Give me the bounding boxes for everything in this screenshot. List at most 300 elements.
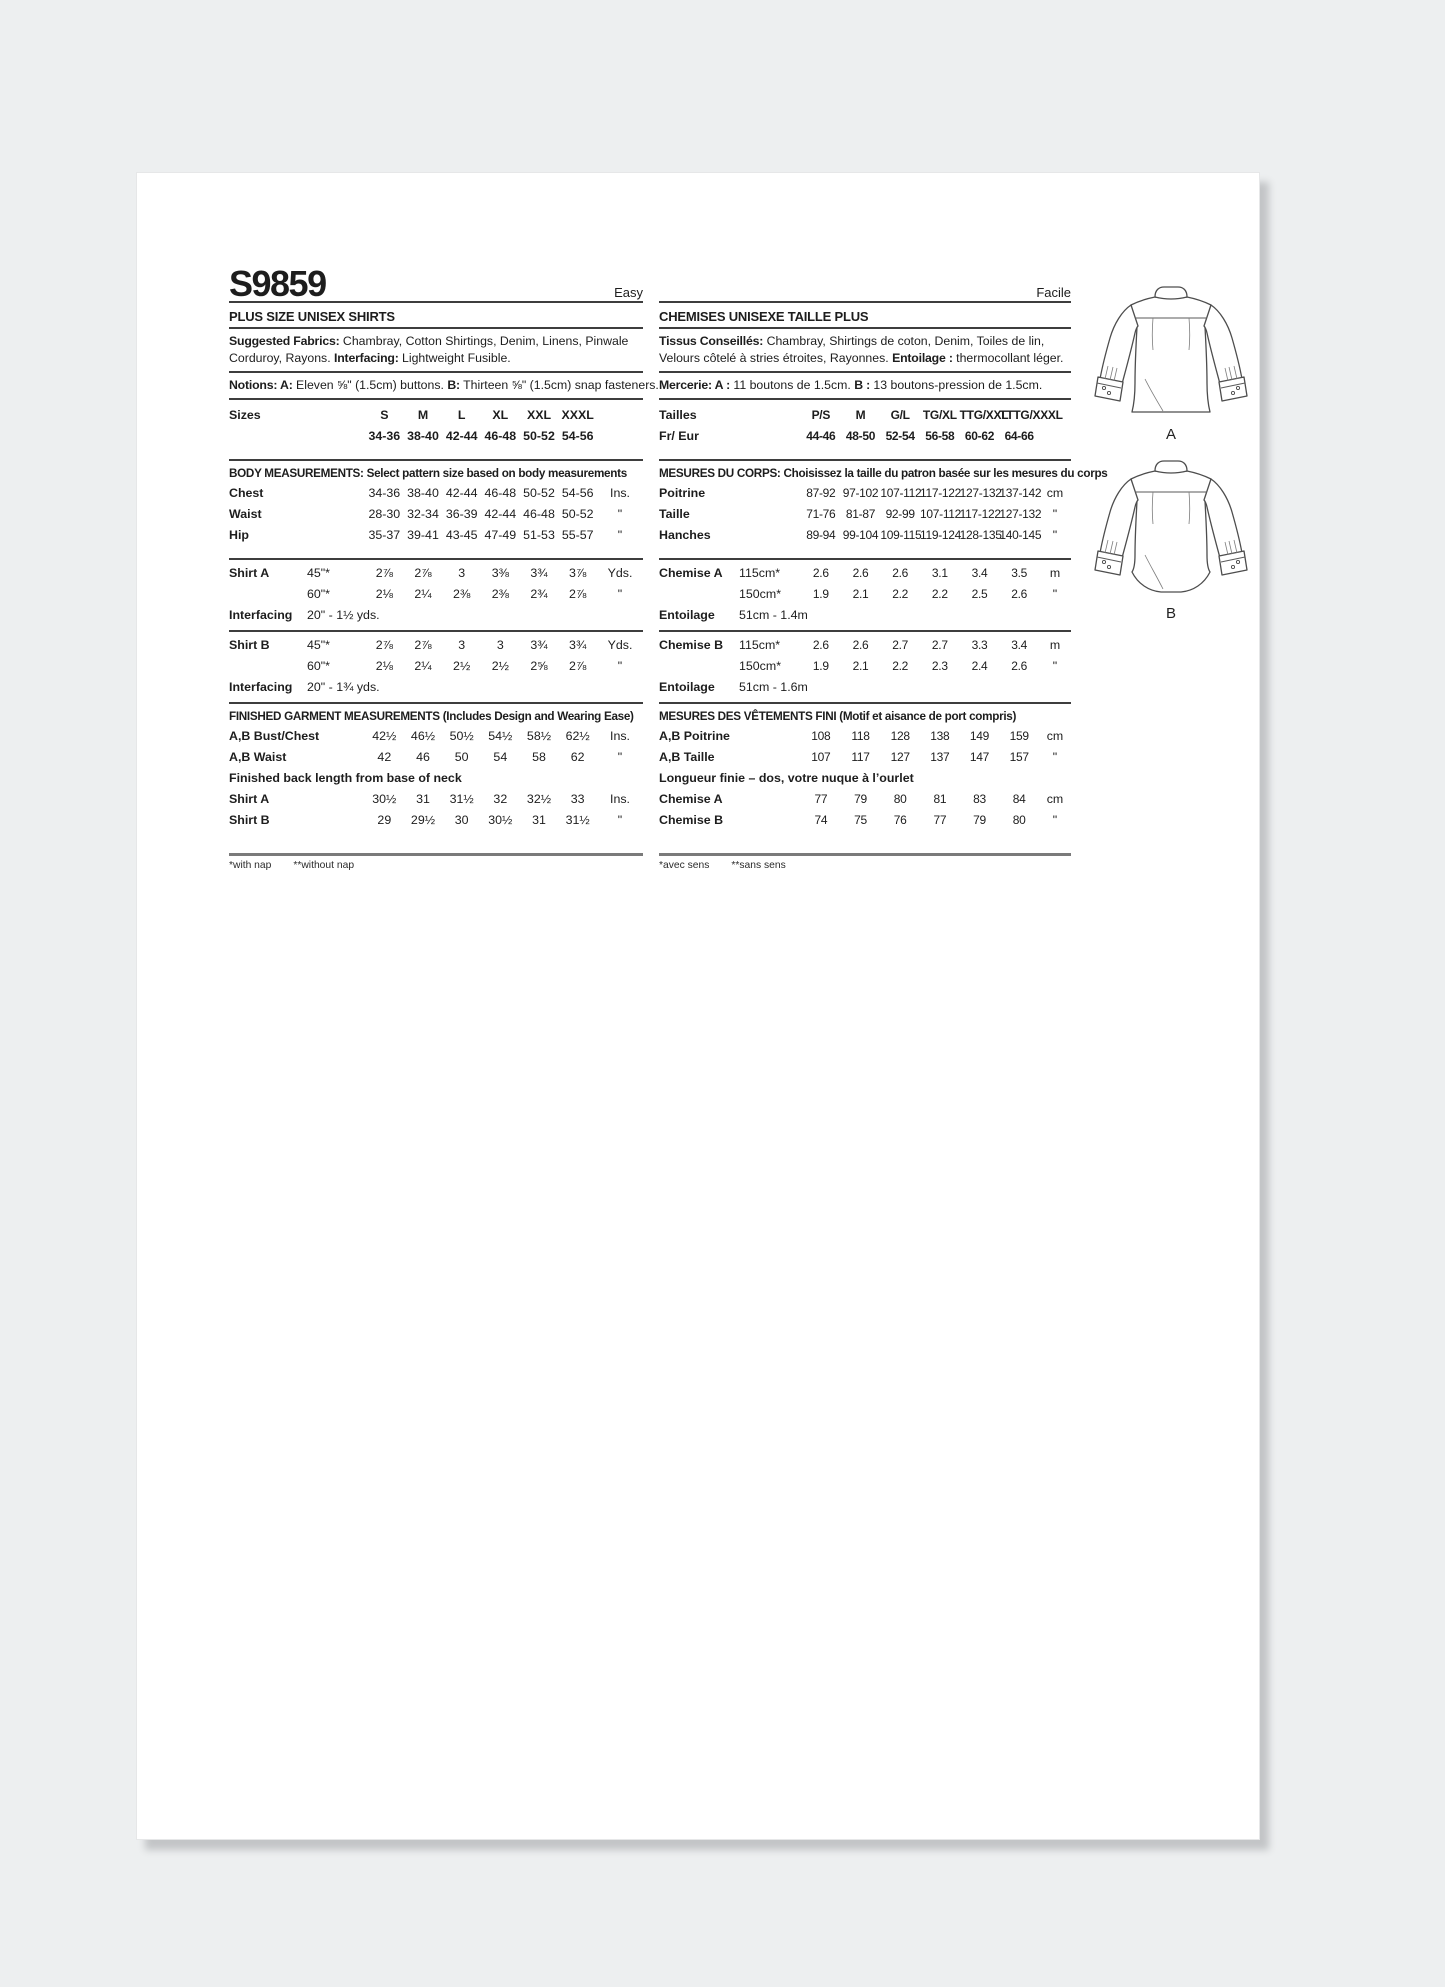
size-value: 42	[377, 750, 392, 764]
english-header	[229, 257, 643, 303]
unit-cell: cm	[1046, 792, 1064, 806]
row-label: Shirt A	[229, 792, 270, 806]
row-label: Fr/ Eur	[659, 429, 699, 443]
size-value: S	[380, 408, 389, 422]
size-value: 62	[570, 750, 585, 764]
size-value: M	[417, 408, 429, 422]
size-value: 2⅜	[453, 587, 471, 601]
table-row	[229, 525, 643, 546]
size-value: TG/XL	[922, 408, 957, 422]
size-value: 2.3	[931, 659, 948, 673]
size-value: 47-49	[484, 528, 517, 542]
notions-en	[229, 373, 659, 400]
table-row	[229, 635, 643, 656]
footnote-without-nap: **without nap	[293, 860, 355, 871]
notions-label-b-fr: B :	[854, 378, 870, 392]
body-measurements-heading-fr: MESURES DU CORPS: Choisissez la taille du patron basée sur les mesures du corps	[659, 467, 1108, 480]
size-value: 118	[851, 729, 870, 743]
finished-heading-fr: MESURES DES VÊTEMENTS FINI (Motif et aisance de port compris)	[659, 710, 1017, 723]
size-value: 3¾	[569, 638, 587, 652]
metrage-chemise-a	[659, 558, 1071, 630]
unit-cell: Ins.	[610, 729, 630, 743]
size-value: 2.6	[852, 566, 869, 580]
size-value: 3	[496, 638, 504, 652]
table-row	[229, 563, 643, 584]
size-value: 31	[532, 813, 546, 827]
size-value: 2.7	[931, 638, 948, 652]
table-row	[229, 726, 643, 747]
size-value: 54	[493, 750, 508, 764]
table-row	[659, 789, 1071, 810]
pattern-envelope-page	[136, 172, 1260, 1840]
table-row	[659, 405, 1071, 426]
size-value: 35-37	[368, 528, 401, 542]
footnote-avec-sens: *avec sens	[659, 860, 710, 871]
size-value: M	[855, 408, 866, 422]
table-row	[659, 810, 1071, 831]
size-value: 30	[454, 813, 469, 827]
size-value: 81-87	[845, 507, 876, 521]
unit-cell: "	[1052, 528, 1058, 542]
size-value: 80	[1012, 813, 1026, 827]
table-row	[229, 677, 643, 698]
difficulty-badge-fr: Facile	[1036, 285, 1071, 300]
size-value: 31½	[449, 792, 474, 806]
row-label: Entoilage	[659, 608, 715, 622]
row-label: Shirt B	[229, 638, 270, 652]
table-row	[659, 656, 1071, 677]
table-row	[229, 605, 643, 626]
body-measurements-section-fr	[659, 459, 1108, 558]
size-value: 3	[458, 638, 466, 652]
size-value: 109-115	[880, 528, 922, 542]
unit-cell: m	[1049, 566, 1061, 580]
size-value: 42-44	[445, 429, 478, 443]
size-value: 2.5	[971, 587, 988, 601]
fabrics-text-en: Chambray, Cotton Shirtings, Denim, Linens, Pinwale Corduroy, Rayons.	[229, 334, 629, 365]
size-value: 79	[854, 792, 867, 806]
unit-cell: Yds.	[607, 566, 633, 580]
size-value: 50½	[449, 729, 474, 743]
row-label: Chemise B	[659, 813, 724, 827]
size-value: 51-53	[523, 528, 555, 542]
row-spec: 115cm*	[739, 638, 781, 652]
finished-heading-en: FINISHED GARMENT MEASUREMENTS (Includes Design and Wearing Ease)	[229, 710, 634, 723]
size-value: 2¼	[414, 587, 432, 601]
table-note: Finished back length from base of neck	[229, 771, 462, 785]
yardage-shirt-b-en	[229, 630, 643, 702]
size-value: 2.6	[812, 638, 829, 652]
size-value: 2⅛	[375, 587, 393, 601]
size-value: 2.7	[892, 638, 909, 652]
table-note: Longueur finie – dos, votre nuque à l’ourlet	[659, 771, 914, 785]
size-value: 3.4	[1011, 638, 1028, 652]
table-row	[229, 584, 643, 605]
row-label: Tailles	[659, 408, 697, 422]
yardage-shirt-a-en	[229, 558, 643, 630]
size-value: 3.3	[971, 638, 988, 652]
table-row	[659, 525, 1071, 546]
unit-cell: "	[617, 587, 623, 601]
sizes-table-fr	[659, 400, 1071, 459]
size-value: 1.9	[812, 587, 829, 601]
size-value: 62½	[565, 729, 590, 743]
interfacing-label-fr: Entoilage :	[892, 351, 953, 365]
size-value: 97-102	[842, 486, 879, 500]
size-value: 3.5	[1011, 566, 1028, 580]
notions-label-fr: Mercerie: A :	[659, 378, 730, 392]
size-value: 54½	[488, 729, 513, 743]
size-value: 34-36	[368, 486, 401, 500]
size-value: 2.6	[852, 638, 869, 652]
garment-illustrations	[1081, 283, 1261, 636]
row-label: A,B Taille	[659, 750, 715, 764]
size-value: 2.4	[971, 659, 988, 673]
size-value: 2.2	[892, 659, 909, 673]
size-value: 3.1	[931, 566, 948, 580]
size-value: 31	[416, 792, 430, 806]
size-value: 2⅞	[414, 566, 432, 580]
fabrics-label-fr: Tissus Conseillés:	[659, 334, 764, 348]
size-value: 46½	[410, 729, 436, 743]
body-measurements-table-fr	[659, 483, 1071, 546]
size-value: 31½	[565, 813, 590, 827]
size-value: 32½	[526, 792, 552, 806]
size-value: 137-142	[999, 486, 1042, 500]
size-value: 50-52	[523, 429, 555, 443]
row-label: Waist	[229, 507, 262, 521]
row-label: Hanches	[659, 528, 711, 542]
size-value: XL	[492, 408, 509, 422]
size-value: 75	[854, 813, 867, 827]
size-value: 43-45	[445, 528, 478, 542]
size-value: 2⅝	[530, 659, 548, 673]
row-spec: 45"*	[307, 638, 331, 652]
size-value: XXL	[526, 408, 552, 422]
finished-table-fr	[659, 726, 1071, 831]
table-row	[659, 426, 1071, 447]
unit-cell: cm	[1046, 486, 1064, 500]
size-value: 108	[811, 729, 831, 743]
table-row	[659, 768, 1071, 789]
table-row	[659, 605, 1071, 626]
unit-cell: "	[617, 659, 623, 673]
size-value: 58½	[526, 729, 552, 743]
interfacing-text-fr: thermocollant léger.	[952, 351, 1064, 365]
size-value: 84	[1012, 792, 1026, 806]
row-spec: 115cm*	[739, 566, 781, 580]
row-label: A,B Poitrine	[659, 729, 730, 743]
table-row	[229, 789, 643, 810]
body-measurements-table-en	[229, 483, 643, 546]
size-value: 2.6	[1011, 587, 1028, 601]
size-value: 99-104	[842, 528, 879, 542]
span-text: 51cm - 1.4m	[739, 608, 808, 622]
shirt-b-figure	[1081, 457, 1261, 622]
size-value: 128	[890, 729, 910, 743]
footnote-fr	[659, 853, 1071, 871]
row-label: Chemise A	[659, 566, 723, 580]
size-value: 3¾	[530, 566, 548, 580]
size-value: 3	[458, 566, 466, 580]
interfacing-text-en: Lightweight Fusible.	[398, 351, 511, 365]
size-value: 117-122	[959, 507, 1001, 521]
row-spec: 60"*	[307, 587, 331, 601]
row-label: Interfacing	[229, 608, 293, 622]
size-value: 29	[377, 813, 392, 827]
size-value: TTTG/XXXL	[999, 408, 1063, 422]
size-value: 46-48	[523, 507, 555, 521]
footnote-en	[229, 853, 643, 871]
french-column	[659, 257, 1108, 871]
size-value: 147	[969, 750, 990, 764]
fabrics-text-fr: Chambray, Shirtings de coton, Denim, Toiles de lin, Velours côtelé à stries étroites, Rayonnes.	[659, 334, 1045, 365]
size-value: TTG/XXL	[959, 408, 1009, 422]
notions-text-b-en: Thirteen ⅝" (1.5cm) snap fasteners.	[459, 378, 659, 392]
size-value: 44-46	[806, 429, 836, 443]
row-label: A,B Waist	[229, 750, 287, 764]
size-value: 2.6	[1011, 659, 1028, 673]
size-value: 2⅜	[491, 587, 509, 601]
size-value: 29½	[410, 813, 436, 827]
row-label: Chest	[229, 486, 264, 500]
size-value: 128-135	[959, 528, 1002, 542]
size-value: 2.1	[852, 659, 869, 673]
size-value: 2⅞	[569, 587, 587, 601]
span-text: 20" - 1½ yds.	[307, 608, 380, 622]
table-row	[229, 426, 643, 447]
size-value: G/L	[890, 408, 910, 422]
table-row	[659, 584, 1071, 605]
footnote-with-nap: *with nap	[229, 860, 272, 871]
table-row	[659, 504, 1071, 525]
footnote-sans-sens: **sans sens	[731, 860, 786, 871]
size-value: 50	[454, 750, 469, 764]
french-header	[659, 257, 1071, 303]
row-spec: 60"*	[307, 659, 331, 673]
notions-text-b-fr: 13 boutons-pression de 1.5cm.	[869, 378, 1043, 392]
size-value: 42½	[372, 729, 397, 743]
size-value: 71-76	[806, 507, 836, 521]
metrage-chemise-b	[659, 630, 1071, 702]
size-value: 127-132	[959, 486, 1002, 500]
size-value: 2⅞	[569, 659, 587, 673]
size-value: 2¾	[530, 587, 548, 601]
size-value: 2⅛	[375, 659, 393, 673]
size-value: 46-48	[484, 486, 517, 500]
size-value: 1.9	[812, 659, 829, 673]
shirt-b-illustration	[1081, 457, 1261, 602]
body-measurements-section-en	[229, 459, 643, 558]
size-value: 46	[416, 750, 430, 764]
unit-cell: "	[1052, 587, 1058, 601]
unit-cell: cm	[1046, 729, 1064, 743]
unit-cell: "	[617, 750, 623, 764]
table-row	[229, 405, 643, 426]
size-value: 81	[933, 792, 947, 806]
table-row	[229, 747, 643, 768]
size-value: 32-34	[407, 507, 439, 521]
unit-cell: "	[1052, 750, 1058, 764]
size-value: 2⅞	[375, 638, 393, 652]
size-value: 2.6	[812, 566, 829, 580]
interfacing-label-en: Interfacing:	[334, 351, 399, 365]
shirt-b-label: B	[1165, 605, 1176, 622]
size-value: 2½	[453, 659, 471, 673]
size-value: 3⅜	[491, 566, 509, 580]
shirt-a-figure	[1081, 283, 1261, 443]
size-value: 2.6	[892, 566, 909, 580]
size-value: 2.2	[931, 587, 948, 601]
size-value: 42-44	[484, 507, 517, 521]
unit-cell: "	[617, 507, 623, 521]
table-row	[229, 656, 643, 677]
size-value: 127	[890, 750, 910, 764]
size-value: 55-57	[561, 528, 594, 542]
table-row	[659, 677, 1071, 698]
row-label: Hip	[229, 528, 249, 542]
size-value: 74	[814, 813, 828, 827]
span-text: 20" - 1¾ yds.	[307, 680, 380, 694]
size-value: XXXL	[561, 408, 594, 422]
metrage-table-a	[659, 563, 1071, 626]
size-value: 77	[814, 792, 828, 806]
finished-measurements-section-en	[229, 702, 643, 833]
suggested-fabrics-en	[229, 329, 643, 373]
title-en: PLUS SIZE UNISEX SHIRTS	[229, 303, 643, 329]
size-value: 117-122	[920, 486, 962, 500]
size-value: 80	[893, 792, 907, 806]
row-label: Chemise B	[659, 638, 724, 652]
size-value: 138	[930, 729, 950, 743]
table-row	[229, 504, 643, 525]
size-value: 48-50	[845, 429, 876, 443]
table-row	[659, 747, 1071, 768]
unit-cell: "	[617, 528, 623, 542]
size-value: 76	[893, 813, 907, 827]
size-value: 33	[570, 792, 585, 806]
size-value: 117	[851, 750, 870, 764]
size-value: 3.4	[971, 566, 988, 580]
size-value: 50-52	[523, 486, 555, 500]
shirt-a-label: A	[1165, 426, 1176, 443]
table-row	[659, 635, 1071, 656]
size-value: 2⅞	[375, 566, 393, 580]
size-value: 42-44	[445, 486, 478, 500]
size-value: 46-48	[484, 429, 517, 443]
size-value: P/S	[811, 408, 831, 422]
table-row	[229, 483, 643, 504]
size-value: 52-54	[885, 429, 915, 443]
size-value: 30½	[372, 792, 397, 806]
size-value: 137	[930, 750, 950, 764]
row-label: Entoilage	[659, 680, 715, 694]
size-value: 38-40	[407, 429, 439, 443]
size-value: 56-58	[925, 429, 955, 443]
unit-cell: "	[1052, 813, 1058, 827]
size-value: 50-52	[561, 507, 594, 521]
size-value: 58	[532, 750, 546, 764]
metrage-table-b	[659, 635, 1071, 698]
row-spec: 150cm*	[739, 659, 782, 673]
size-value: 30½	[488, 813, 513, 827]
unit-cell: Yds.	[607, 638, 633, 652]
size-value: 149	[969, 729, 990, 743]
table-row	[229, 768, 643, 789]
table-row	[229, 810, 643, 831]
size-value: 159	[1009, 729, 1029, 743]
size-value: L	[457, 408, 466, 422]
size-value: 107-112	[880, 486, 922, 500]
yardage-table-a-en	[229, 563, 643, 626]
size-value: 2¼	[414, 659, 432, 673]
size-value: 127-132	[999, 507, 1042, 521]
unit-cell: m	[1049, 638, 1061, 652]
size-value: 87-92	[806, 486, 836, 500]
unit-cell: Ins.	[610, 792, 630, 806]
unit-cell: "	[617, 813, 623, 827]
finished-measurements-section-fr	[659, 702, 1071, 833]
size-value: 38-40	[407, 486, 439, 500]
size-value: 60-62	[964, 429, 995, 443]
row-label: Poitrine	[659, 486, 706, 500]
size-value: 77	[933, 813, 947, 827]
size-value: 36-39	[445, 507, 478, 521]
fabrics-label-en: Suggested Fabrics:	[229, 334, 340, 348]
notions-label-b-en: B:	[447, 378, 460, 392]
size-value: 2.2	[892, 587, 909, 601]
row-spec: 150cm*	[739, 587, 782, 601]
size-value: 34-36	[368, 429, 401, 443]
pattern-number: S9859	[229, 263, 326, 304]
table-row	[659, 483, 1071, 504]
size-value: 79	[973, 813, 986, 827]
size-value: 32	[493, 792, 508, 806]
difficulty-badge-en: Easy	[614, 285, 643, 300]
size-value: 2½	[491, 659, 509, 673]
size-value: 3¾	[530, 638, 548, 652]
table-row	[659, 726, 1071, 747]
unit-cell: Ins.	[610, 486, 630, 500]
row-label: A,B Bust/Chest	[229, 729, 320, 743]
size-value: 119-124	[920, 528, 962, 542]
english-column	[229, 257, 659, 871]
size-value: 39-41	[407, 528, 439, 542]
body-measurements-heading-en: BODY MEASUREMENTS: Select pattern size based on body measurements	[229, 467, 627, 480]
size-value: 83	[973, 792, 986, 806]
row-spec: 45"*	[307, 566, 331, 580]
row-label: Shirt A	[229, 566, 270, 580]
size-value: 107-112	[920, 507, 962, 521]
finished-table-en	[229, 726, 643, 831]
size-value: 54-56	[561, 486, 594, 500]
size-value: 157	[1009, 750, 1029, 764]
sizes-table-en	[229, 400, 643, 459]
table-row	[659, 563, 1071, 584]
notions-text-a-en: Eleven ⅝" (1.5cm) buttons.	[292, 378, 448, 392]
notions-fr	[659, 373, 1071, 400]
size-value: 2⅞	[414, 638, 432, 652]
size-value: 140-145	[999, 528, 1042, 542]
size-value: 107	[811, 750, 831, 764]
size-value: 64-66	[1004, 429, 1034, 443]
unit-cell: "	[1052, 659, 1058, 673]
notions-text-a-fr: 11 boutons de 1.5cm.	[729, 378, 855, 392]
size-value: 89-94	[806, 528, 836, 542]
suggested-fabrics-fr	[659, 329, 1071, 373]
yardage-table-b-en	[229, 635, 643, 698]
unit-cell: "	[1052, 507, 1058, 521]
